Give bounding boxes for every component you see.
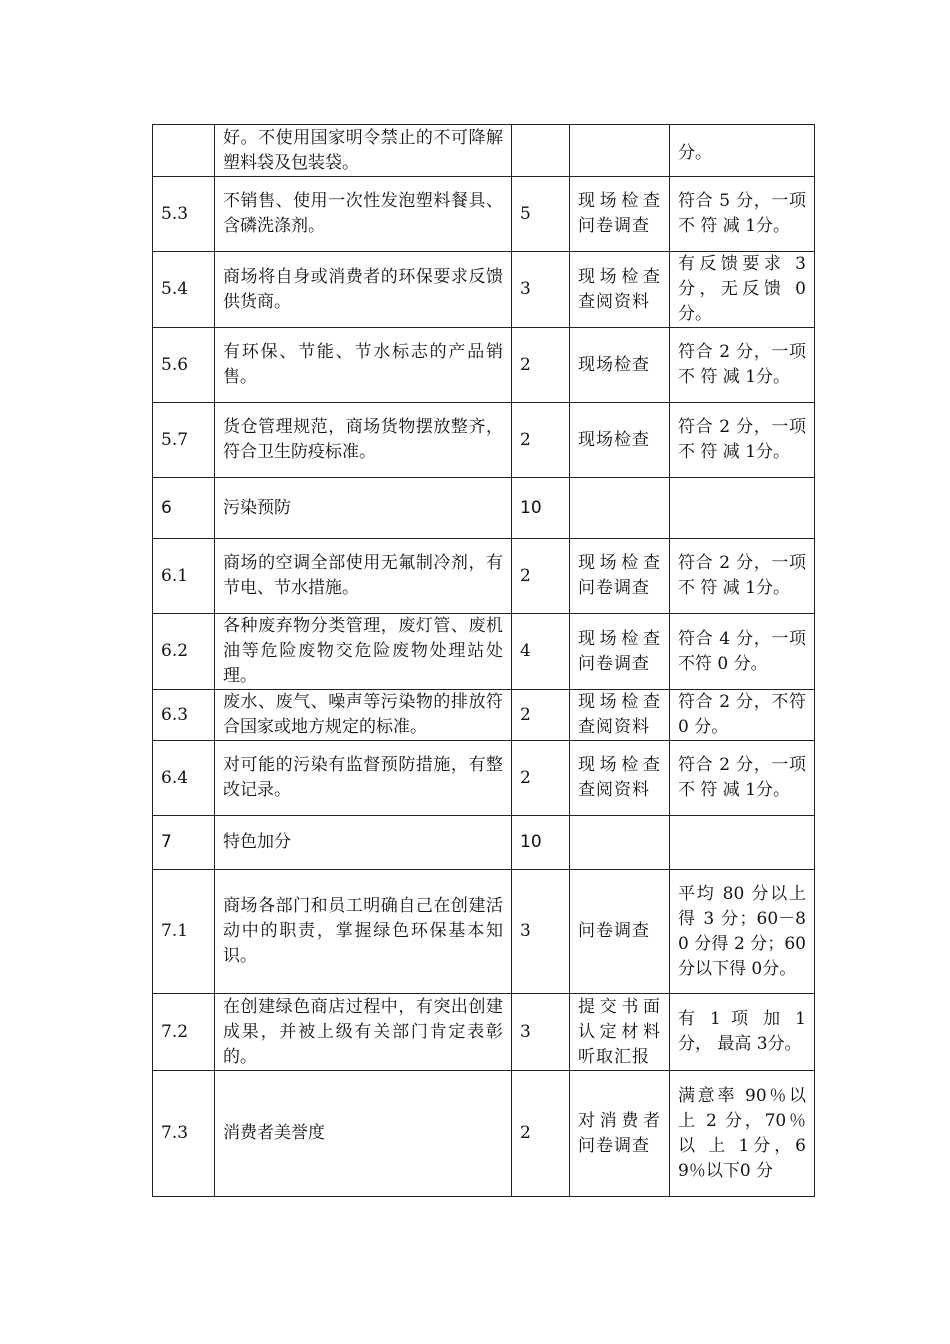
item-points: 2: [512, 690, 570, 741]
item-description: 货仓管理规范，商场货物摆放整齐，符合卫生防疫标准。: [215, 403, 512, 478]
item-scoring: 符合 2 分，一项 不 符 减 1分。: [670, 328, 815, 403]
item-method: 问卷调查: [570, 870, 670, 994]
item-scoring: 符合 4 分，一项不符 0 分。: [670, 614, 815, 690]
item-method: 现场检查: [570, 328, 670, 403]
table-row: [153, 328, 815, 403]
item-method: [570, 816, 670, 870]
table-row: [153, 252, 815, 328]
item-scoring: 满意率 90％以上 2 分，70％以 上 1分，69％以下0 分: [670, 1071, 815, 1197]
item-points: [512, 125, 570, 177]
item-number: [153, 125, 215, 177]
item-number: 6.4: [153, 741, 215, 816]
item-number: 5.3: [153, 177, 215, 252]
item-method: 现场检查问卷调查: [570, 177, 670, 252]
item-number: 7.1: [153, 870, 215, 994]
item-description: 废水、废气、噪声等污染物的排放符合国家或地方规定的标准。: [215, 690, 512, 741]
section-title: 特色加分: [215, 816, 512, 870]
item-number: 6.1: [153, 539, 215, 614]
item-method: 对消费者问卷调查: [570, 1071, 670, 1197]
item-description: 有环保、节能、节水标志的产品销售。: [215, 328, 512, 403]
item-method: 现场检查: [570, 403, 670, 478]
table-row: [153, 177, 815, 252]
item-description: 对可能的污染有监督预防措施，有整改记录。: [215, 741, 512, 816]
item-description: 商场各部门和员工明确自己在创建活动中的职责，掌握绿色环保基本知识。: [215, 870, 512, 994]
item-scoring: 有反馈要求 3分，无反馈 0分。: [670, 252, 815, 328]
item-method: 现场检查查阅资料: [570, 252, 670, 328]
item-number: 7.2: [153, 994, 215, 1071]
section-number: 6: [153, 478, 215, 539]
item-points: 3: [512, 870, 570, 994]
section-row: [153, 816, 815, 870]
item-description: 商场的空调全部使用无氟制冷剂，有节电、节水措施。: [215, 539, 512, 614]
item-points: 3: [512, 252, 570, 328]
item-scoring: 平均 80 分以上得 3 分；60－80 分得 2 分；60 分以下得 0分。: [670, 870, 815, 994]
table-row: [153, 539, 815, 614]
section-title: 污染预防: [215, 478, 512, 539]
item-scoring: 符合 5 分，一项 不 符 减 1分。: [670, 177, 815, 252]
item-method: 提交书面认定材料听取汇报: [570, 994, 670, 1071]
item-scoring: 符合 2 分，不符 0 分。: [670, 690, 815, 741]
item-points: 2: [512, 403, 570, 478]
table-row: [153, 614, 815, 690]
table-row: [153, 741, 815, 816]
section-points: 10: [512, 816, 570, 870]
table-row: [153, 1071, 815, 1197]
item-number: 6.3: [153, 690, 215, 741]
item-scoring: 有 1 项 加 1分， 最高 3分。: [670, 994, 815, 1071]
item-method: [570, 478, 670, 539]
item-description: 好。不使用国家明令禁止的不可降解塑料袋及包装袋。: [215, 125, 512, 177]
item-description: 不销售、使用一次性发泡塑料餐具、含磷洗涤剂。: [215, 177, 512, 252]
scoring-table: [152, 124, 815, 1197]
item-method: 现场检查查阅资料: [570, 741, 670, 816]
item-number: 5.6: [153, 328, 215, 403]
item-points: 2: [512, 1071, 570, 1197]
item-points: 4: [512, 614, 570, 690]
item-number: 5.7: [153, 403, 215, 478]
item-number: 7.3: [153, 1071, 215, 1197]
item-description: 消费者美誉度: [215, 1071, 512, 1197]
item-description: 各种废弃物分类管理，废灯管、废机油等危险废物交危险废物处理站处理。: [215, 614, 512, 690]
item-scoring: 符合 2 分，一项 不 符 减 1分。: [670, 403, 815, 478]
table-row: [153, 690, 815, 741]
item-method: 现场检查查阅资料: [570, 690, 670, 741]
section-row: [153, 478, 815, 539]
item-number: 6.2: [153, 614, 215, 690]
item-scoring: [670, 478, 815, 539]
item-number: 5.4: [153, 252, 215, 328]
item-method: [570, 125, 670, 177]
table-row: [153, 403, 815, 478]
item-description: 在创建绿色商店过程中，有突出创建成果，并被上级有关部门肯定表彰的。: [215, 994, 512, 1071]
table-row: [153, 994, 815, 1071]
item-method: 现场检查问卷调查: [570, 539, 670, 614]
item-scoring: 分。: [670, 125, 815, 177]
item-scoring: 符合 2 分，一项 不 符 减 1分。: [670, 539, 815, 614]
item-scoring: 符合 2 分，一项 不 符 减 1分。: [670, 741, 815, 816]
table-row: [153, 125, 815, 177]
section-points: 10: [512, 478, 570, 539]
table-row: [153, 870, 815, 994]
item-method: 现场检查问卷调查: [570, 614, 670, 690]
item-points: 2: [512, 328, 570, 403]
item-points: 2: [512, 539, 570, 614]
item-points: 3: [512, 994, 570, 1071]
item-points: 2: [512, 741, 570, 816]
item-description: 商场将自身或消费者的环保要求反馈供货商。: [215, 252, 512, 328]
item-points: 5: [512, 177, 570, 252]
item-scoring: [670, 816, 815, 870]
section-number: 7: [153, 816, 215, 870]
